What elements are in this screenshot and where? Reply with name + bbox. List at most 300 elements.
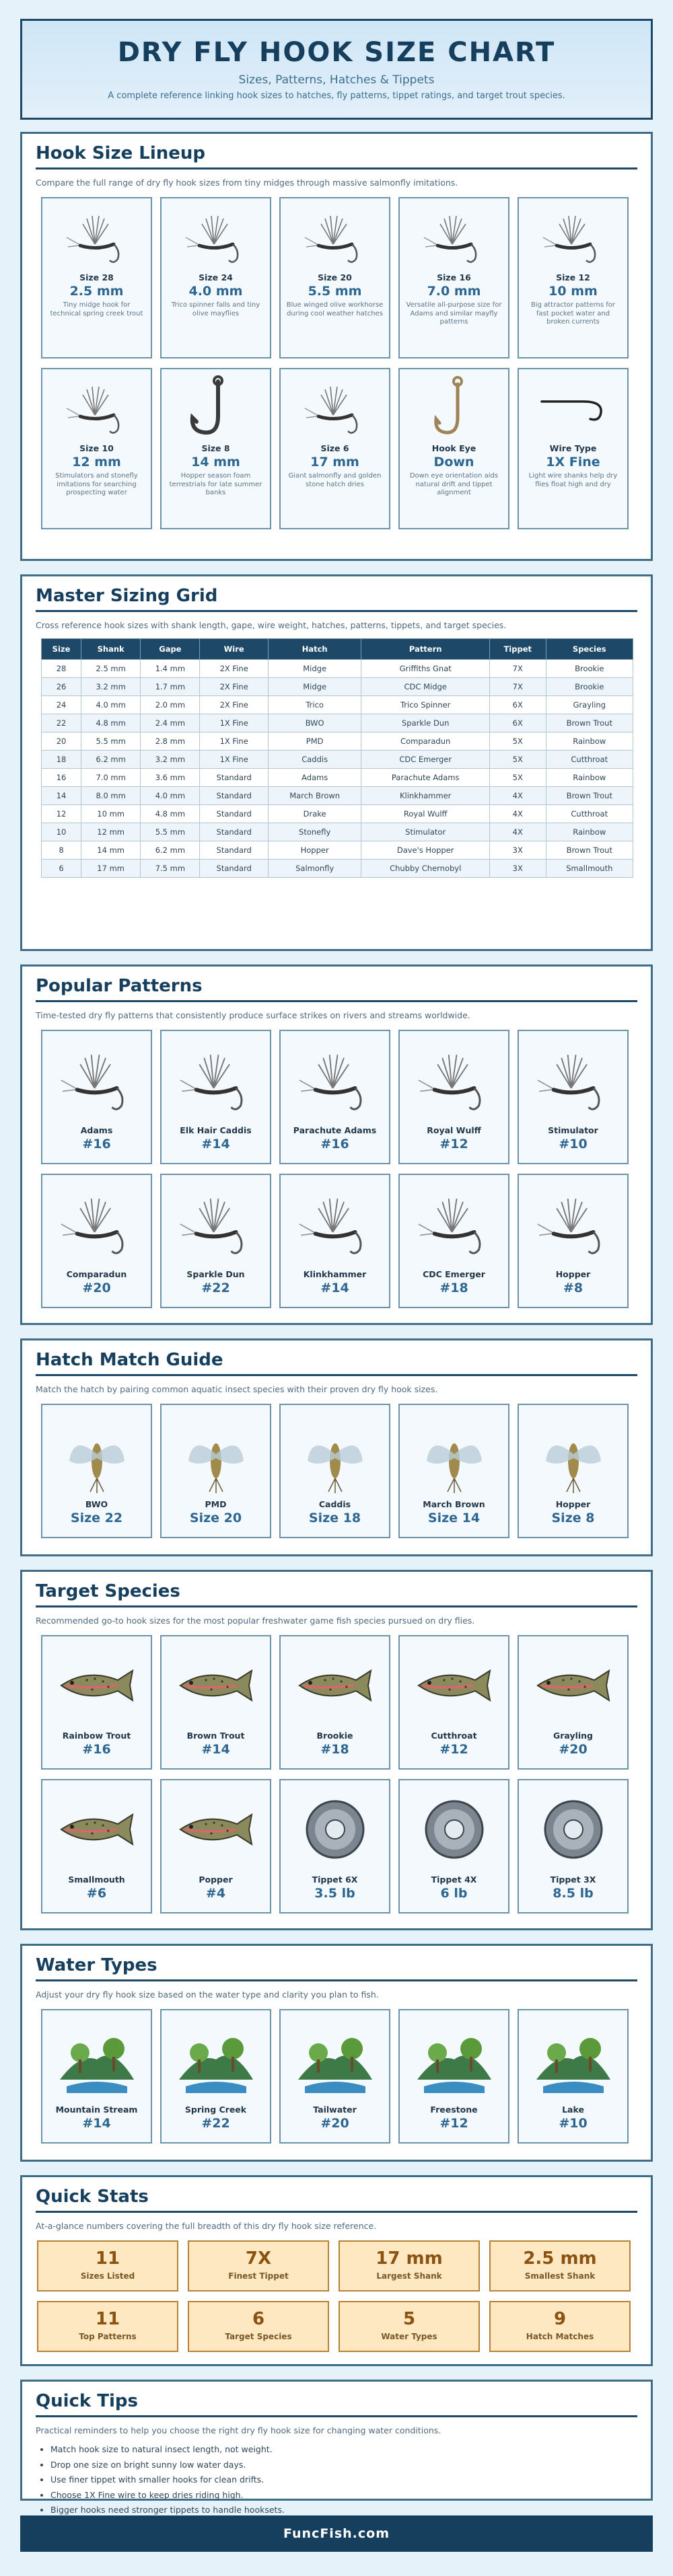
- stat-card: [489, 2240, 631, 2291]
- table-cell: Parachute Adams: [361, 769, 490, 787]
- section-intro: At-a-glance numbers covering the full breadth of this dry fly hook size reference.: [36, 2221, 377, 2231]
- card-name: Tippet 3X: [550, 1874, 596, 1885]
- stat-card: [489, 2301, 631, 2352]
- table-cell: Trico Spinner: [361, 696, 490, 714]
- table-cell: Brookie: [546, 660, 633, 678]
- hatch-card-grid: [41, 1404, 637, 1538]
- tip-item: • Drop one size on bright sunny low water days.: [50, 2458, 637, 2473]
- card-value: #14: [201, 1137, 230, 1151]
- card-name: Stimulator: [548, 1125, 598, 1135]
- table-cell: 6.2 mm: [141, 841, 200, 860]
- table-cell: Rainbow: [546, 823, 633, 841]
- table-cell: 4.8 mm: [81, 714, 141, 732]
- card-name: Sparkle Dun: [186, 1269, 245, 1279]
- stat-card: [188, 2301, 329, 2352]
- table-cell: Standard: [200, 805, 268, 823]
- table-cell: 1.4 mm: [141, 660, 200, 678]
- card-name: Size 28: [79, 272, 114, 282]
- column-header: Shank: [81, 639, 141, 660]
- card-name: Hook Eye: [431, 443, 476, 453]
- card-name: Royal Wulff: [427, 1125, 481, 1135]
- section-title: Hook Size Lineup: [36, 143, 637, 169]
- table-cell: 3.6 mm: [141, 769, 200, 787]
- tip-list: [50, 2442, 637, 2518]
- card-value: 10 mm: [548, 284, 598, 299]
- card-value: #16: [82, 1137, 111, 1151]
- pattern-card-grid: [41, 1030, 637, 1308]
- card-value: 17 mm: [310, 455, 359, 469]
- section-intro: Practical reminders to help you choose the right dry fly hook size for changing water conditions.: [36, 2425, 441, 2435]
- table-row: [42, 823, 633, 841]
- card: [279, 368, 390, 529]
- card-name: Lake: [562, 2105, 584, 2115]
- hatch-section: [20, 1338, 653, 1556]
- table-cell: Brown Trout: [546, 841, 633, 860]
- table-row: [42, 696, 633, 714]
- stat-label: Top Patterns: [79, 2332, 137, 2341]
- card: [398, 1030, 509, 1164]
- salmonfly-icon: [281, 375, 389, 442]
- table-cell: Chubby Chernobyl: [361, 860, 490, 878]
- card-name: BWO: [85, 1499, 108, 1509]
- card: [398, 2009, 509, 2144]
- fine-wire-hook-icon: [519, 375, 627, 442]
- card-value: Size 20: [189, 1511, 242, 1525]
- stat-number: 7X: [245, 2248, 272, 2269]
- card: [398, 1174, 509, 1308]
- table-cell: 3.2 mm: [141, 751, 200, 769]
- table-cell: 5.5 mm: [141, 823, 200, 841]
- card-value: #8: [563, 1281, 583, 1295]
- march-brown-icon: [400, 1410, 508, 1498]
- table-cell: 2.0 mm: [141, 696, 200, 714]
- stimulator-fly-icon: [519, 1036, 627, 1124]
- card-value: #6: [86, 1886, 107, 1901]
- table-cell: Standard: [200, 769, 268, 787]
- table-cell: 16: [42, 769, 81, 787]
- sparkle-dun-fly-icon: [162, 1180, 270, 1268]
- table-row: [42, 714, 633, 732]
- stats-section: [20, 2175, 653, 2366]
- table-header-row: [42, 639, 633, 660]
- card: [279, 1174, 390, 1308]
- sizing-grid-section: [20, 574, 653, 951]
- card-name: Elk Hair Caddis: [180, 1125, 252, 1135]
- table-cell: Salmonfly: [268, 860, 361, 878]
- table-cell: 2X Fine: [200, 696, 268, 714]
- card-name: Tippet 6X: [312, 1874, 358, 1885]
- table-row: [42, 860, 633, 878]
- card-value: #18: [439, 1281, 468, 1295]
- table-cell: 1X Fine: [200, 714, 268, 732]
- table-cell: CDC Midge: [361, 678, 490, 696]
- table-cell: Klinkhammer: [361, 787, 490, 805]
- card-value: 6 lb: [440, 1886, 468, 1901]
- footer-brand[interactable]: FuncFish.com: [20, 2515, 653, 2552]
- tips-section: [20, 2380, 653, 2515]
- table-cell: 5X: [489, 769, 546, 787]
- table-row: [42, 805, 633, 823]
- section-intro: Time-tested dry fly patterns that consistently produce surface strikes on rivers and streams worldwide.: [36, 1010, 470, 1020]
- card: [160, 368, 271, 529]
- tip-item: • Use finer tippet with smaller hooks for clean drifts.: [50, 2472, 637, 2488]
- stat-card: [339, 2240, 480, 2291]
- stat-number: 2.5 mm: [523, 2248, 597, 2269]
- card-name: PMD: [205, 1499, 227, 1509]
- parachute-fly-icon: [281, 204, 389, 271]
- table-cell: Dave's Hopper: [361, 841, 490, 860]
- table-cell: Rainbow: [546, 769, 633, 787]
- comparadun-fly-icon: [42, 1180, 151, 1268]
- card-name: March Brown: [423, 1499, 485, 1509]
- section-title: Target Species: [36, 1581, 637, 1607]
- table-cell: 6.2 mm: [81, 751, 141, 769]
- card-value: #10: [559, 1137, 588, 1151]
- card: [41, 1635, 152, 1770]
- card: [279, 1635, 390, 1770]
- stat-card: [188, 2240, 329, 2291]
- card: [398, 368, 509, 529]
- section-intro: Recommended go-to hook sizes for the most popular freshwater game fish species pursued on dry flies.: [36, 1616, 475, 1626]
- card-value: #12: [439, 2116, 468, 2131]
- card-name: Cutthroat: [431, 1731, 477, 1741]
- card-value: 3.5 lb: [314, 1886, 355, 1901]
- table-cell: Standard: [200, 860, 268, 878]
- hopper-fly-icon: [519, 1180, 627, 1268]
- table-row: [42, 660, 633, 678]
- table-cell: Cutthroat: [546, 805, 633, 823]
- hook-card-grid: [41, 197, 637, 529]
- caddis-icon: [281, 1410, 389, 1498]
- table-cell: Griffiths Gnat: [361, 660, 490, 678]
- card: [160, 1404, 271, 1538]
- page-subtitle: Sizes, Patterns, Hatches & Tippets: [238, 73, 435, 87]
- table-row: [42, 751, 633, 769]
- stat-label: Sizes Listed: [80, 2271, 135, 2281]
- species-card-grid: [41, 1635, 637, 1914]
- table-cell: 4.0 mm: [141, 787, 200, 805]
- table-cell: Comparadun: [361, 732, 490, 751]
- section-intro: Cross reference hook sizes with shank length, gape, wire weight, hatches, patterns, tippets, and target species.: [36, 620, 507, 630]
- section-title: Hatch Match Guide: [36, 1350, 637, 1376]
- tailwater-dam-icon: [281, 2016, 389, 2103]
- card-value: #14: [201, 1742, 230, 1757]
- card-name: Brown Trout: [186, 1731, 245, 1741]
- column-header: Wire: [200, 639, 268, 660]
- card-name: Wire Type: [549, 443, 597, 453]
- card-name: Caddis: [318, 1499, 351, 1509]
- card: [41, 1404, 152, 1538]
- spinner-fly-icon: [162, 204, 270, 271]
- card-description: Hopper season foam terrestrials for late summer banks: [169, 472, 262, 496]
- section-intro: Match the hatch by pairing common aquatic insect species with their proven dry fly hook sizes.: [36, 1384, 438, 1394]
- card-name: Smallmouth: [68, 1874, 125, 1885]
- card-value: #22: [201, 1281, 230, 1295]
- card-name: Popper: [199, 1874, 233, 1885]
- card-name: Comparadun: [66, 1269, 127, 1279]
- card-description: Blue winged olive workhorse during cool weather hatches: [286, 301, 384, 317]
- card-value: 7.0 mm: [427, 284, 481, 299]
- table-cell: CDC Emerger: [361, 751, 490, 769]
- table-cell: 1X Fine: [200, 751, 268, 769]
- adams-fly-icon: [400, 204, 508, 271]
- table-cell: PMD: [268, 732, 361, 751]
- card: [518, 1779, 629, 1914]
- card-description: Stimulators and stonefly imitations for searching prospecting water: [55, 472, 138, 496]
- attractor-fly-icon: [519, 204, 627, 271]
- table-cell: Midge: [268, 678, 361, 696]
- down-eye-hook-icon: [400, 375, 508, 442]
- card-value: #14: [320, 1281, 349, 1295]
- column-header: Tippet: [489, 639, 546, 660]
- section-title: Quick Tips: [36, 2391, 637, 2417]
- card-value: #4: [205, 1886, 226, 1901]
- grasshopper-icon: [519, 1410, 627, 1498]
- water-card-grid: [41, 2009, 637, 2144]
- card-description: Versatile all-purpose size for Adams and similar mayfly patterns: [406, 301, 502, 326]
- card: [518, 368, 629, 529]
- card-value: #14: [82, 2116, 111, 2131]
- sizing-table: [41, 638, 633, 878]
- table-cell: 2X Fine: [200, 660, 268, 678]
- page-description: A complete reference linking hook sizes to hatches, fly patterns, tippet ratings, and target trout species.: [108, 91, 565, 101]
- table-cell: Brown Trout: [546, 714, 633, 732]
- tippet-spool-icon: [281, 1786, 389, 1873]
- emerger-fly-icon: [400, 1180, 508, 1268]
- stat-number: 6: [252, 2309, 265, 2329]
- table-cell: 14 mm: [81, 841, 141, 860]
- hook-size-section: [20, 132, 653, 561]
- table-cell: 7.0 mm: [81, 769, 141, 787]
- card: [518, 2009, 629, 2144]
- card: [160, 1174, 271, 1308]
- table-cell: 28: [42, 660, 81, 678]
- card-name: Size 24: [199, 272, 233, 282]
- card-value: Down: [433, 455, 474, 469]
- card-description: Trico spinner falls and tiny olive mayflies: [171, 301, 260, 317]
- table-cell: 10: [42, 823, 81, 841]
- card-name: Adams: [80, 1125, 113, 1135]
- card: [518, 1030, 629, 1164]
- table-cell: Stimulator: [361, 823, 490, 841]
- table-row: [42, 769, 633, 787]
- table-cell: 6: [42, 860, 81, 878]
- card-description: Big attractor patterns for fast pocket water and broken currents: [530, 301, 616, 326]
- card: [518, 1174, 629, 1308]
- card-name: Spring Creek: [184, 2105, 247, 2115]
- royal-wulff-fly-icon: [400, 1036, 508, 1124]
- mountain-stream-icon: [42, 2016, 151, 2103]
- card-value: #16: [320, 1137, 349, 1151]
- table-cell: 4.0 mm: [81, 696, 141, 714]
- table-cell: 1.7 mm: [141, 678, 200, 696]
- card-name: Tailwater: [313, 2105, 357, 2115]
- page-title: DRY FLY HOOK SIZE CHART: [117, 37, 556, 68]
- table-cell: 1X Fine: [200, 732, 268, 751]
- parachute-fly-icon: [281, 1036, 389, 1124]
- table-cell: 8.0 mm: [81, 787, 141, 805]
- table-cell: BWO: [268, 714, 361, 732]
- tip-item: • Match hook size to natural insect length, not weight.: [50, 2442, 637, 2458]
- section-title: Water Types: [36, 1955, 637, 1981]
- rainbow-trout-icon: [42, 1642, 151, 1729]
- table-cell: Stonefly: [268, 823, 361, 841]
- table-row: [42, 678, 633, 696]
- tippet-spool-icon: [519, 1786, 627, 1873]
- table-cell: 20: [42, 732, 81, 751]
- card-value: #12: [439, 1137, 468, 1151]
- table-cell: Brookie: [546, 678, 633, 696]
- card-value: Size 14: [427, 1511, 481, 1525]
- patterns-section: [20, 964, 653, 1325]
- column-header: Pattern: [361, 639, 490, 660]
- card-name: Rainbow Trout: [62, 1731, 131, 1741]
- card-name: Brookie: [316, 1731, 353, 1741]
- card: [518, 1635, 629, 1770]
- table-cell: Standard: [200, 823, 268, 841]
- smallmouth-bass-icon: [42, 1786, 151, 1873]
- table-cell: 5.5 mm: [81, 732, 141, 751]
- brook-trout-icon: [281, 1642, 389, 1729]
- card: [41, 1030, 152, 1164]
- card: [279, 1779, 390, 1914]
- card: [41, 1779, 152, 1914]
- section-intro: Adjust your dry fly hook size based on the water type and clarity you plan to fish.: [36, 1990, 379, 2000]
- stat-label: Largest Shank: [376, 2271, 442, 2281]
- card: [398, 1779, 509, 1914]
- card-name: Size 20: [318, 272, 352, 282]
- table-cell: 14: [42, 787, 81, 805]
- table-cell: 2.8 mm: [141, 732, 200, 751]
- card-name: Grayling: [553, 1731, 594, 1741]
- table-cell: 26: [42, 678, 81, 696]
- table-cell: Brown Trout: [546, 787, 633, 805]
- table-cell: 7.5 mm: [141, 860, 200, 878]
- card-name: Size 12: [556, 272, 590, 282]
- table-cell: 2.4 mm: [141, 714, 200, 732]
- card: [279, 1030, 390, 1164]
- table-cell: 5X: [489, 751, 546, 769]
- card: [160, 1635, 271, 1770]
- card-name: Size 6: [320, 443, 349, 453]
- table-cell: Sparkle Dun: [361, 714, 490, 732]
- freestone-river-icon: [400, 2016, 508, 2103]
- table-cell: 3.2 mm: [81, 678, 141, 696]
- card: [160, 1030, 271, 1164]
- card-description: Light wire shanks help dry flies float high and dry: [528, 472, 618, 488]
- stat-label: Hatch Matches: [526, 2332, 594, 2341]
- card-value: #20: [82, 1281, 111, 1295]
- table-row: [42, 787, 633, 805]
- card-value: #10: [559, 2116, 588, 2131]
- table-cell: 4X: [489, 787, 546, 805]
- card-value: Size 8: [551, 1511, 595, 1525]
- table-cell: 6X: [489, 696, 546, 714]
- species-section: [20, 1570, 653, 1930]
- table-row: [42, 732, 633, 751]
- card: [279, 197, 390, 358]
- card-value: 5.5 mm: [308, 284, 362, 299]
- card: [279, 1404, 390, 1538]
- card-name: CDC Emerger: [423, 1269, 485, 1279]
- card-value: 14 mm: [191, 455, 240, 469]
- table-cell: 3X: [489, 860, 546, 878]
- grayling-icon: [519, 1642, 627, 1729]
- hook-icon: [162, 375, 270, 442]
- section-title: Quick Stats: [36, 2187, 637, 2213]
- table-cell: Cutthroat: [546, 751, 633, 769]
- table-cell: Grayling: [546, 696, 633, 714]
- stat-label: Target Species: [225, 2332, 292, 2341]
- table-cell: Standard: [200, 787, 268, 805]
- tip-item: • Bigger hooks need stronger tippets to handle hooksets.: [50, 2503, 637, 2518]
- stat-label: Smallest Shank: [524, 2271, 596, 2281]
- card-name: Klinkhammer: [303, 1269, 367, 1279]
- card-description: Down eye orientation aids natural drift and tippet alignment: [409, 472, 499, 496]
- table-cell: Trico: [268, 696, 361, 714]
- card-value: 8.5 lb: [553, 1886, 594, 1901]
- card-name: Freestone: [430, 2105, 478, 2115]
- tippet-spool-icon: [400, 1786, 508, 1873]
- table-cell: Hopper: [268, 841, 361, 860]
- table-cell: Rainbow: [546, 732, 633, 751]
- table-cell: 12: [42, 805, 81, 823]
- klinkhammer-fly-icon: [281, 1180, 389, 1268]
- stat-label: Finest Tippet: [228, 2271, 289, 2281]
- table-cell: 12 mm: [81, 823, 141, 841]
- table-cell: 4X: [489, 823, 546, 841]
- stat-number: 9: [553, 2309, 567, 2329]
- table-cell: 10 mm: [81, 805, 141, 823]
- mayfly-icon: [42, 1410, 151, 1498]
- midge-fly-icon: [42, 204, 151, 271]
- table-cell: 7X: [489, 660, 546, 678]
- table-cell: 8: [42, 841, 81, 860]
- card-value: #22: [201, 2116, 230, 2131]
- card: [41, 197, 152, 358]
- table-cell: 17 mm: [81, 860, 141, 878]
- card: [41, 368, 152, 529]
- card-name: Size 16: [437, 272, 471, 282]
- table-cell: 22: [42, 714, 81, 732]
- table-cell: March Brown: [268, 787, 361, 805]
- caddis-fly-icon: [162, 1036, 270, 1124]
- table-cell: Midge: [268, 660, 361, 678]
- lake-icon: [519, 2016, 627, 2103]
- table-cell: Royal Wulff: [361, 805, 490, 823]
- card-value: #16: [82, 1742, 111, 1757]
- card-value: #12: [439, 1742, 468, 1757]
- column-header: Gape: [141, 639, 200, 660]
- section-intro: Compare the full range of dry fly hook sizes from tiny midges through massive salmonfly imitations.: [36, 178, 458, 188]
- table-cell: Smallmouth: [546, 860, 633, 878]
- table-cell: Caddis: [268, 751, 361, 769]
- card: [41, 1174, 152, 1308]
- column-header: Size: [42, 639, 81, 660]
- page-header: [20, 19, 653, 120]
- stat-number: 11: [95, 2248, 120, 2269]
- section-title: Master Sizing Grid: [36, 586, 637, 612]
- card-value: 12 mm: [72, 455, 121, 469]
- card-name: Parachute Adams: [293, 1125, 377, 1135]
- table-row: [42, 841, 633, 860]
- table-cell: 5X: [489, 732, 546, 751]
- card-name: Hopper: [555, 1499, 591, 1509]
- water-section: [20, 1944, 653, 2162]
- card: [398, 197, 509, 358]
- card-name: Hopper: [555, 1269, 591, 1279]
- pale-mayfly-icon: [162, 1410, 270, 1498]
